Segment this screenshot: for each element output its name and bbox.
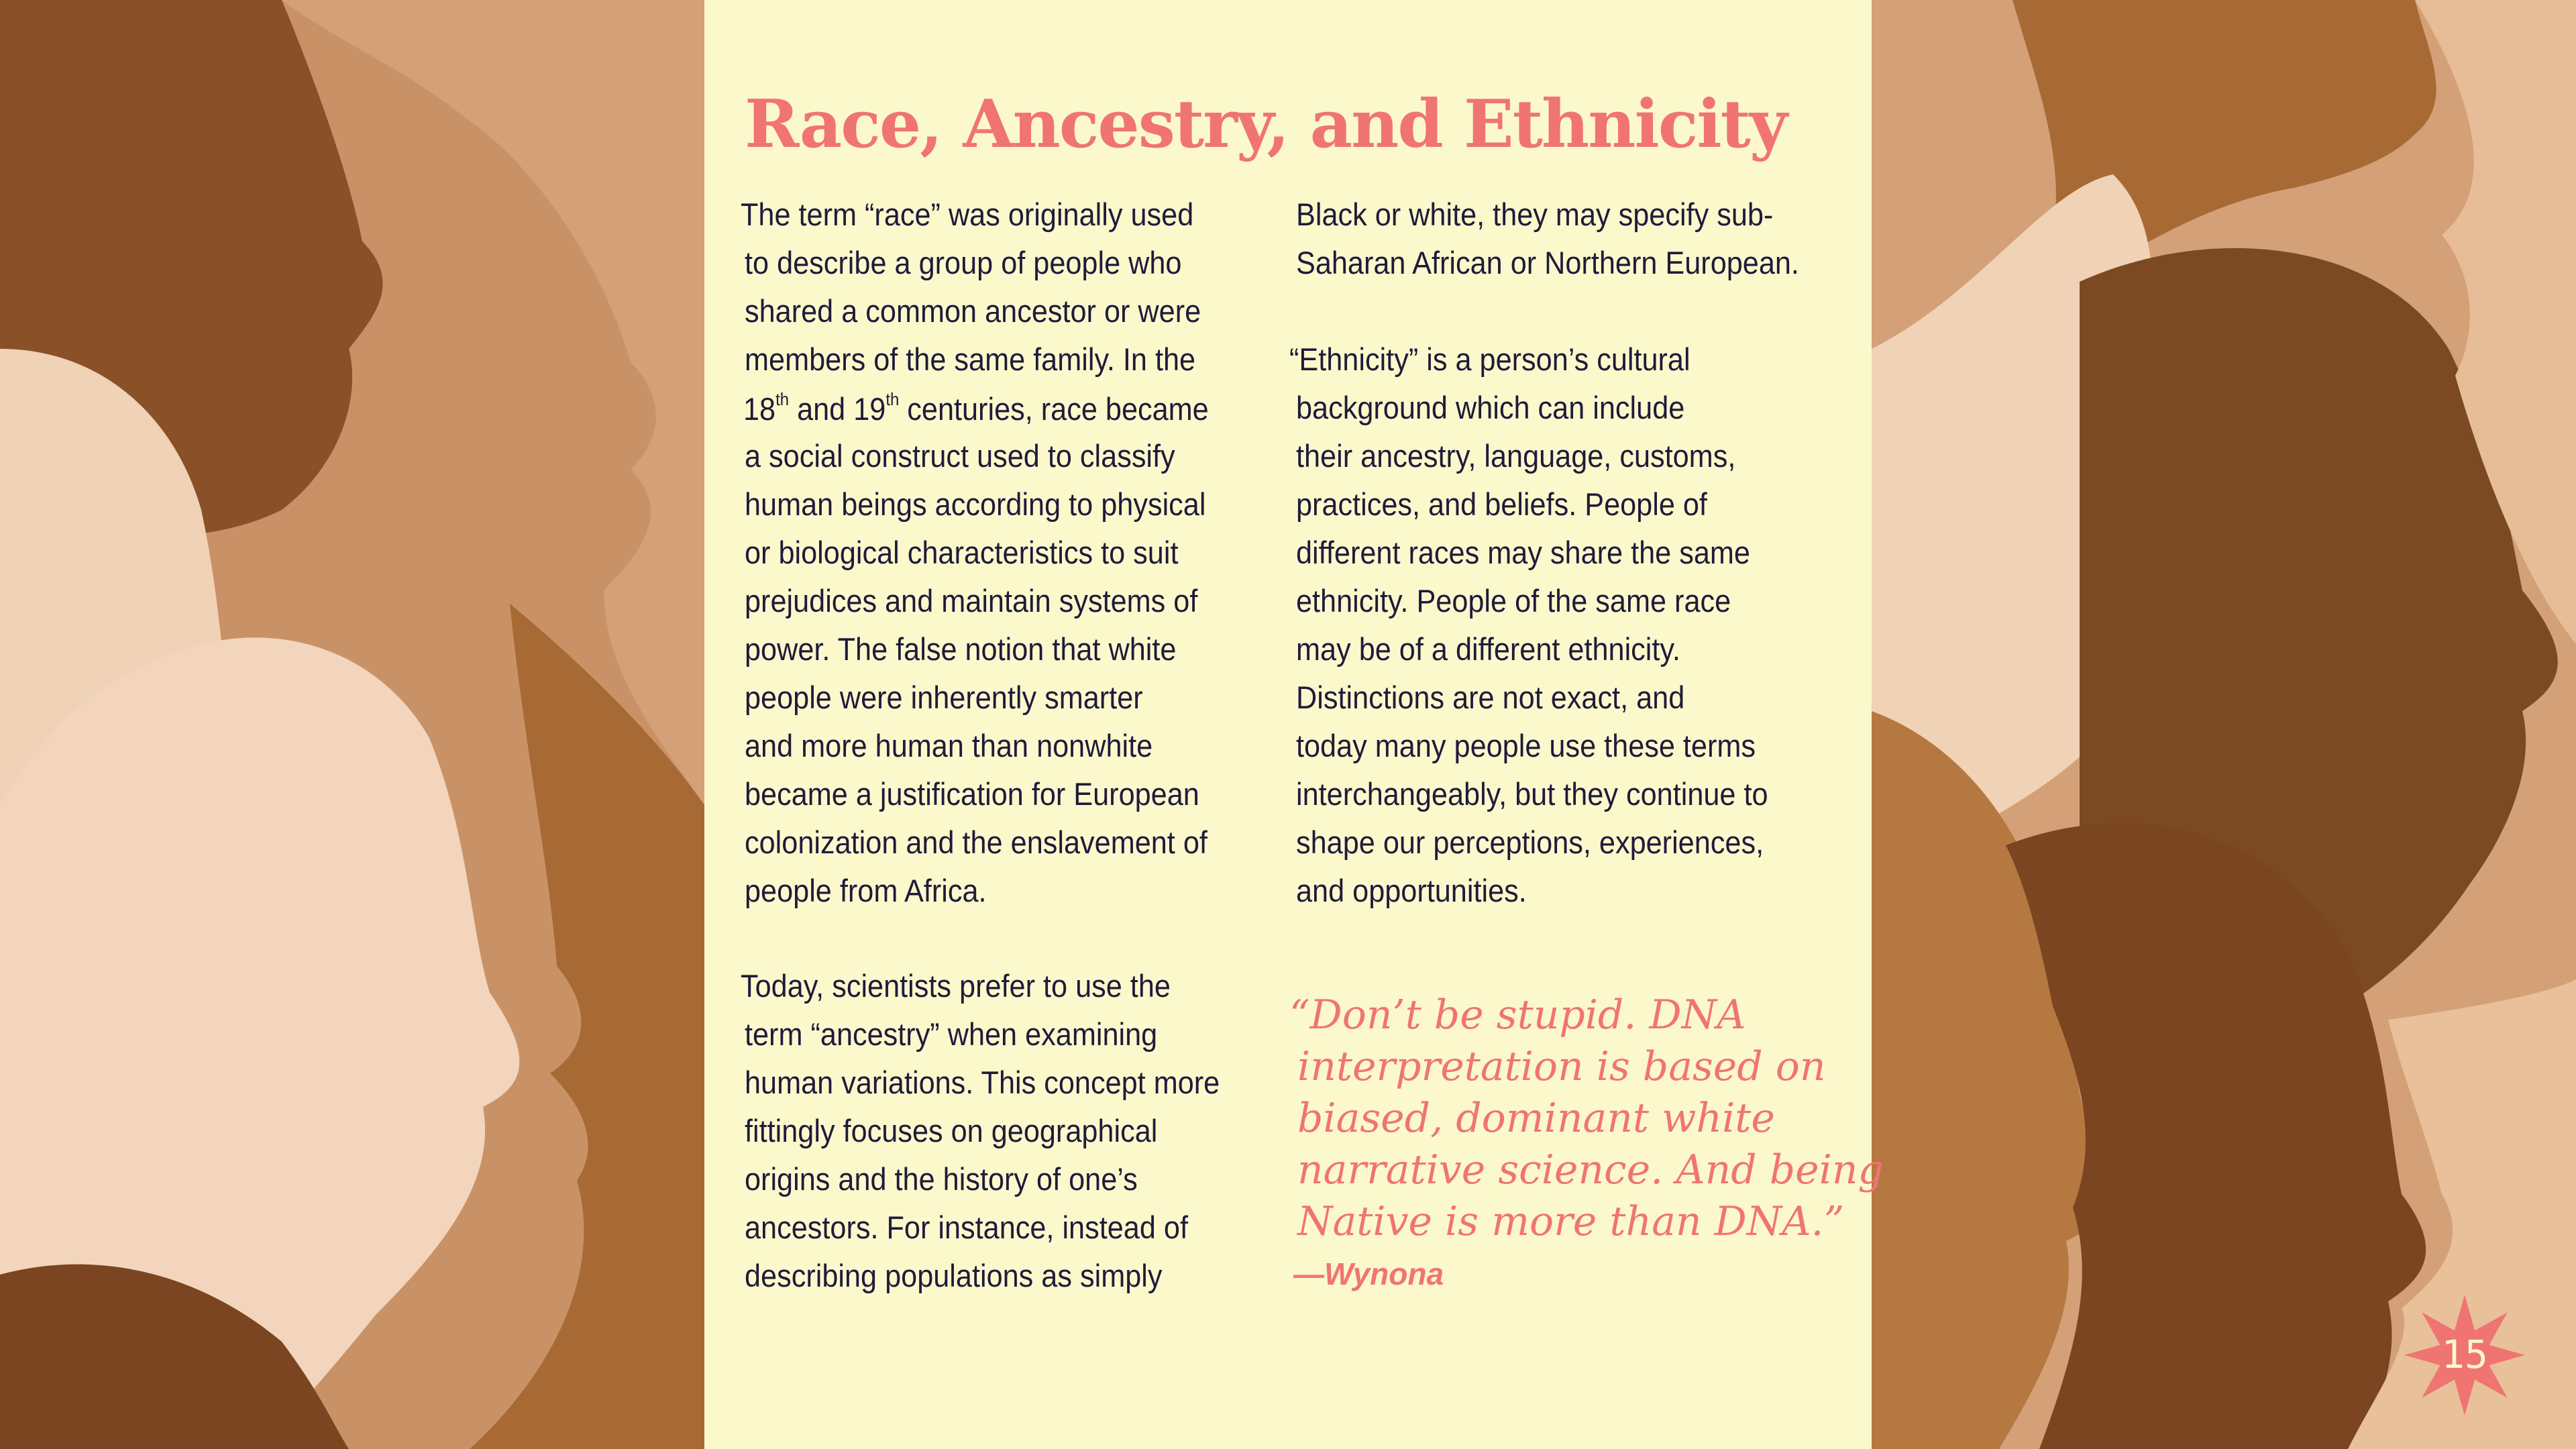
text-line: human variations. This concept more [745,1065,1220,1100]
text-line: shape our perceptions, experiences, [1296,824,1764,860]
text-line: to describe a group of people who [745,245,1182,280]
quote-line: Native is more than DNA.” [1297,1198,1845,1245]
text-span: and 19 [789,391,886,427]
text-line: term “ancestry” when examining [745,1016,1158,1052]
quote-attribution: —Wynona [1293,1256,1444,1291]
text-line: colonization and the enslavement of [745,824,1208,860]
text-line: fittingly focuses on geographical [745,1113,1158,1148]
quote-line: biased, dominant white [1297,1095,1775,1142]
quote-line: “Don’t be stupid. DNA [1289,991,1746,1038]
text-line: may be of a different ethnicity. [1296,631,1680,667]
text-span: centuries, race became [899,391,1209,427]
text-line: ancestors. For instance, instead of [745,1210,1188,1245]
text-line: people from Africa. [745,873,987,908]
text-line: today many people use these terms [1296,728,1756,763]
text-line: background which can include [1296,390,1685,425]
text-line: “Ethnicity” is a person’s cultural [1289,341,1690,377]
text-line: became a justification for European [745,776,1199,812]
text-line [743,389,1209,427]
text-line: shared a common ancestor or were [745,293,1201,329]
text-span: 18 [743,391,776,427]
text-line: Today, scientists prefer to use the [741,968,1171,1004]
superscript: th [775,389,790,409]
text-line: describing populations as simply [745,1258,1163,1293]
text-line: a social construct used to classify [745,438,1175,474]
text-line: Distinctions are not exact, and [1296,680,1685,715]
text-line: ethnicity. People of the same race [1296,583,1731,619]
text-line: interchangeably, but they continue to [1296,776,1768,812]
page-number: 15 [2441,1332,2488,1377]
text-line: people were inherently smarter [745,680,1143,715]
text-line: or biological characteristics to suit [745,535,1179,570]
text-line: their ancestry, language, customs, [1296,438,1736,474]
quote-line: interpretation is based on [1297,1043,1826,1090]
text-line: The term “race” was originally used [741,197,1194,232]
text-line: power. The false notion that white [745,631,1177,667]
text-line: members of the same family. In the [745,341,1196,377]
text-line: different races may share the same [1296,535,1750,570]
text-line: practices, and beliefs. People of [1296,486,1707,522]
superscript: th [885,389,900,409]
quote-line: narrative science. And being [1297,1146,1884,1193]
page-title: Race, Ancestry, and Ethnicity [745,86,1786,163]
text-line: prejudices and maintain systems of [745,583,1198,619]
text-line: and opportunities. [1296,873,1527,908]
text-line: Saharan African or Northern European. [1296,245,1799,280]
text-line: human beings according to physical [745,486,1206,522]
text-line: origins and the history of one’s [745,1161,1138,1197]
text-line: and more human than nonwhite [745,728,1153,763]
text-line: Black or white, they may specify sub- [1296,197,1774,232]
